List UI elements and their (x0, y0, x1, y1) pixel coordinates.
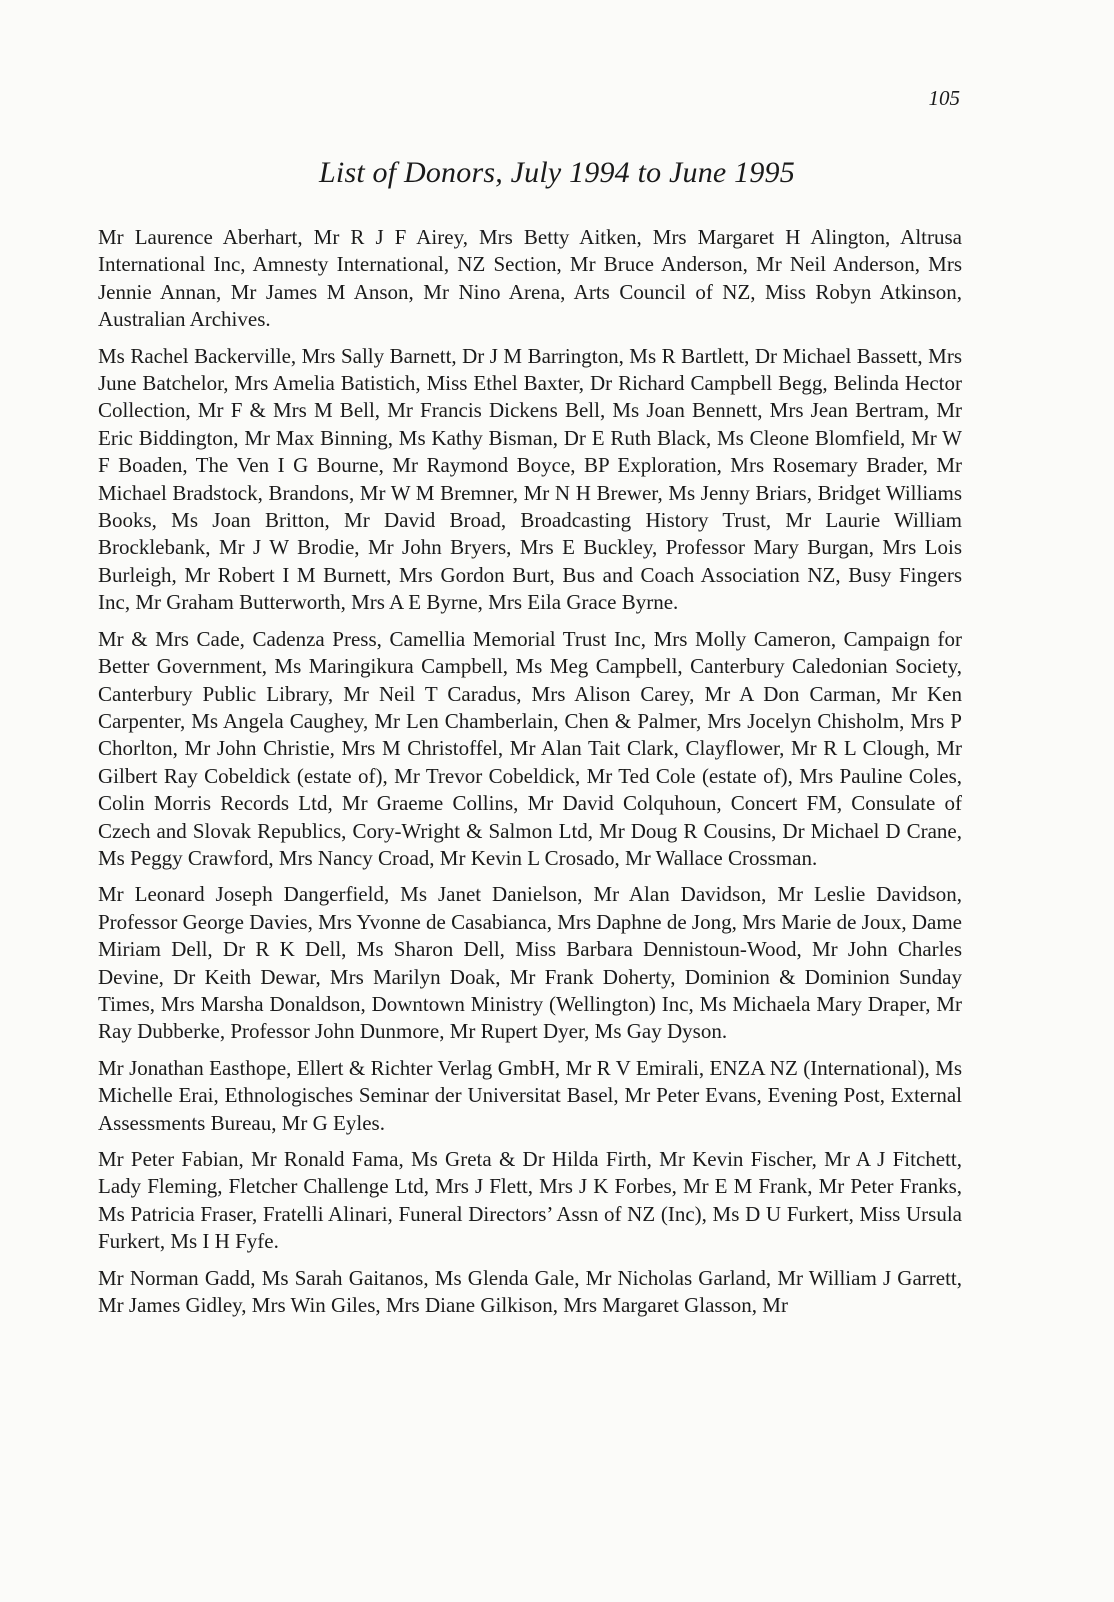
donor-paragraph-g: Mr Norman Gadd, Ms Sarah Gaitanos, Ms Glenda Gale, Mr Nicholas Garland, Mr William J Garrett, Mr James Gidley, Mrs Win Giles, Mrs Diane Gilkison, Mrs Margaret Glasson, Mr (98, 1265, 962, 1318)
donor-paragraph-e: Mr Jonathan Easthope, Ellert & Richter Verlag GmbH, Mr R V Emirali, ENZA NZ (International), Ms Michelle Erai, Ethnologisches Seminar der Universitat Basel, Mr Peter Evans, Evening Post, External Assessments Bureau, Mr G Eyles. (98, 1055, 962, 1135)
donor-paragraph-b: Ms Rachel Backerville, Mrs Sally Barnett, Dr J M Barrington, Ms R Bartlett, Dr Michael Bassett, Mrs June Batchelor, Mrs Amelia Batistich, Miss Ethel Baxter, Dr Richard Campbell Begg, Belinda Hector Collection, Mr F & Mrs M Bell, Mr Francis Dickens Bell, Ms Joan Bennett, Mrs Jean Bertram, Mr Eric Biddington, Mr Max Binning, Ms Kathy Bisman, Dr E Ruth Black, Ms Cleone Blomfield, Mr W F Boaden, The Ven I G Bourne, Mr Raymond Boyce, BP Exploration, Mrs Rosemary Brader, Mr Michael Bradstock, Brandons, Mr W M Bremner, Mr N H Brewer, Ms Jenny Briars, Bridget Williams Books, Ms Joan Britton, Mr David Broad, Broadcasting History Trust, Mr Laurie William Brocklebank, Mr J W Brodie, Mr John Bryers, Mrs E Buckley, Professor Mary Burgan, Mrs Lois Burleigh, Mr Robert I M Burnett, Mrs Gordon Burt, Bus and Coach Association NZ, Busy Fingers Inc, Mr Graham Butterworth, Mrs A E Byrne, Mrs Eila Grace Byrne. (98, 343, 962, 615)
donor-paragraph-d: Mr Leonard Joseph Dangerfield, Ms Janet Danielson, Mr Alan Davidson, Mr Leslie Davidson, Professor George Davies, Mrs Yvonne de Casabianca, Mrs Daphne de Jong, Mrs Marie de Joux, Dame Miriam Dell, Dr R K Dell, Ms Sharon Dell, Miss Barbara Dennistoun-Wood, Mr John Charles Devine, Dr Keith Dewar, Mrs Marilyn Doak, Mr Frank Doherty, Dominion & Dominion Sunday Times, Mrs Marsha Donaldson, Downtown Ministry (Wellington) Inc, Ms Michaela Mary Draper, Mr Ray Dubberke, Professor John Dunmore, Mr Rupert Dyer, Ms Gay Dyson. (98, 882, 962, 1044)
donor-paragraph-c: Mr & Mrs Cade, Cadenza Press, Camellia Memorial Trust Inc, Mrs Molly Cameron, Campaign for Better Government, Ms Maringikura Campbell, Ms Meg Campbell, Canterbury Caledonian Society, Canterbury Public Library, Mr Neil T Caradus, Mrs Alison Carey, Mr A Don Carman, Mr Ken Carpenter, Ms Angela Caughey, Mr Len Chamberlain, Chen & Palmer, Mrs Jocelyn Chisholm, Mrs P Chorlton, Mr John Christie, Mrs M Christoffel, Mr Alan Tait Clark, Clayflower, Mr R L Clough, Mr Gilbert Ray Cobeldick (estate of), Mr Trevor Cobeldick, Mr Ted Cole (estate of), Mrs Pauline Coles, Colin Morris Records Ltd, Mr Graeme Collins, Mr David Colquhoun, Concert FM, Consulate of Czech and Slovak Republics, Cory-Wright & Salmon Ltd, Mr Doug R Cousins, Dr Michael D Crane, Ms Peggy Crawford, Mrs Nancy Croad, Mr Kevin L Crosado, Mr Wallace Crossman. (98, 626, 962, 870)
donor-paragraph-a: Mr Laurence Aberhart, Mr R J F Airey, Mrs Betty Aitken, Mrs Margaret H Alington, Altrusa International Inc, Amnesty International, NZ Section, Mr Bruce Anderson, Mr Neil Anderson, Mrs Jennie Annan, Mr James M Anson, Mr Nino Arena, Arts Council of NZ, Miss Robyn Atkinson, Australian Archives. (98, 225, 962, 332)
donor-paragraph-f: Mr Peter Fabian, Mr Ronald Fama, Ms Greta & Dr Hilda Firth, Mr Kevin Fischer, Mr A J Fitchett, Lady Fleming, Fletcher Challenge Ltd, Mrs J Flett, Mrs J K Forbes, Mr E M Frank, Mr Peter Franks, Ms Patricia Fraser, Fratelli Alinari, Funeral Directors’ Assn of NZ (Inc), Ms D U Furkert, Miss Ursula Furkert, Ms I H Fyfe. (98, 1147, 962, 1254)
donor-list (98, 224, 962, 1328)
page-number: 105 (928, 86, 960, 110)
page-title: List of Donors, July 1994 to June 1995 (319, 156, 795, 189)
